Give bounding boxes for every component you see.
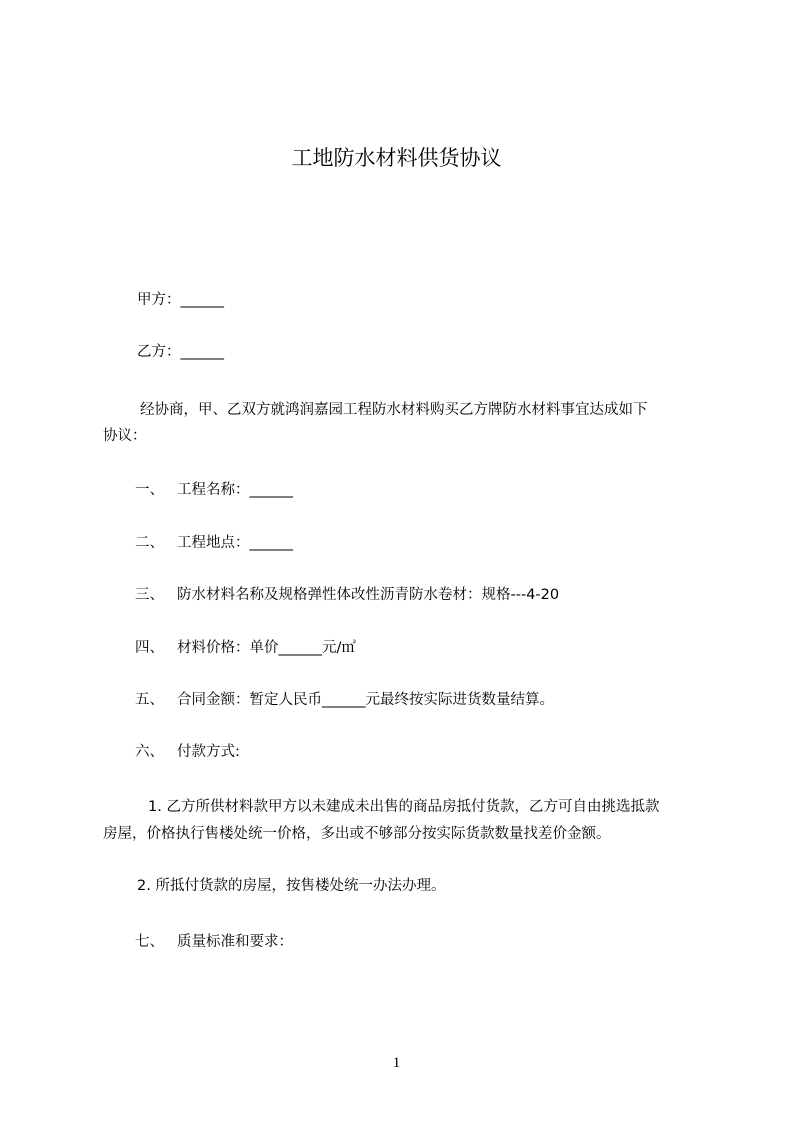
clause-number: 三、 <box>135 587 164 603</box>
clause-text: 付款方式: <box>177 744 240 760</box>
document-title: 工地防水材料供货协议 <box>291 146 502 170</box>
clause-number: 五、 <box>135 692 164 708</box>
payment-2: 2. 所抵付货款的房屋，按售楼处统一办法办理。 <box>137 878 446 894</box>
clause-number: 二、 <box>135 535 164 551</box>
clause-text: 工程地点：______ <box>177 535 293 551</box>
clause-2 <box>135 533 293 553</box>
clause-5 <box>135 690 554 710</box>
clause-text: 合同金额：暂定人民币______元最终按实际进货数量结算。 <box>177 692 554 708</box>
clause-3 <box>135 585 559 605</box>
clause-text: 防水材料名称及规格弹性体改性沥青防水卷材：规格---4-20 <box>177 587 560 603</box>
payment-1-line-2: 房屋，价格执行售楼处统一价格，多出或不够部分按实际货款数量找差价金额。 <box>103 826 611 842</box>
clause-text: 质量标准和要求： <box>177 934 293 950</box>
clause-4 <box>135 638 356 658</box>
party-b: 乙方：______ <box>137 344 224 360</box>
clause-6 <box>135 742 240 762</box>
clause-number: 六、 <box>135 744 164 760</box>
payment-1-line-1: 1. 乙方所供材料款甲方以未建成未出售的商品房抵付货款，乙方可自由挑选抵款 <box>148 799 660 815</box>
intro-line-1: 经协商，甲、乙双方就鸿润嘉园工程防水材料购买乙方牌防水材料事宜达成如下 <box>140 402 648 418</box>
clause-1 <box>135 480 293 500</box>
clause-number: 一、 <box>135 482 164 498</box>
clause-7 <box>135 932 293 952</box>
clause-number: 七、 <box>135 934 164 950</box>
intro-line-2: 协议： <box>103 428 147 444</box>
page-number: 1 <box>392 1055 401 1071</box>
party-a: 甲方：______ <box>137 292 224 308</box>
clause-text: 材料价格：单价______元/㎡ <box>177 640 356 656</box>
clause-number: 四、 <box>135 640 164 656</box>
clause-text: 工程名称：______ <box>177 482 293 498</box>
